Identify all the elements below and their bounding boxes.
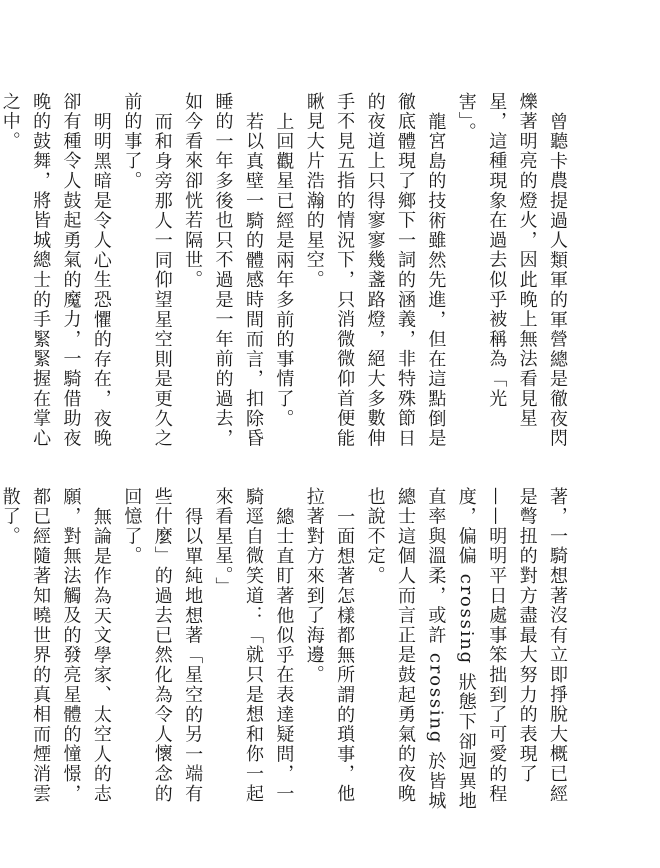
paragraph-3: 上回觀星已經是兩年多前的事情了。 [273,111,295,429]
paragraph-4: 若以真壁一騎的體感時間而言，扣除昏睡的一年多後也只不過是一年前的過去，如今看來卻恍若隔世。 [182,92,264,449]
text-block-bottom [0,487,572,817]
paragraph-8: 著，一騎想著沒有立即掙脫大概已經是彆扭的對方盡最大努力的表現了——明明平日處事笨拙到了可愛的程度，偏偏 crossing 狀態下卻迥異地直率與溫柔，或許 crossing 於皆城總士這個人而言正是鼓起勇氣的夜晚也說不定。 [364,487,568,812]
paragraph-6: 明明黑暗是令人心生恐懼的存在，夜晚卻有種令人鼓起勇氣的魔力，一騎借助夜晚的鼓舞，將皆城總士的手緊緊握在掌心之中。 [0,92,112,449]
paragraph-1: 曾聽卡農提過人類軍的軍營總是徹夜閃爍著明亮的燈火，因此晚上無法看見星星，這種現象在過去似乎被稱為「光害」。 [455,92,568,449]
paragraph-9: 一面想著怎樣都無所謂的瑣事，他拉著對方來到了海邊。 [303,487,356,804]
paragraph-2: 龍宮島的技術雖然先進，但在這點倒是徹底體現了鄉下一詞的涵義，非特殊節日的夜道上只得寥寥幾盞路燈，絕大多數伸手不見五指的情況下，只消微微仰首便能瞅見大片浩瀚的星空。 [303,92,447,449]
text-block-top [0,92,572,452]
paragraph-10: 總士直盯著他似乎在表達疑問，一騎逕自微笑道：「就只是想和你一起來看星星。」 [212,487,295,804]
paragraph-12: 無論是作為天文學家、太空人的志願，對無法觸及的發亮星體的憧憬，都已經隨著知曉世界的真相而煙消雲散了。 [0,487,112,804]
paragraph-11: 得以單純地想著「星空的另一端有些什麼」的過去已然化為令人懷念的回憶了。 [121,487,204,804]
paragraph-5: 而和身旁那人一同仰望星空則是更久之前的事了。 [121,92,173,449]
